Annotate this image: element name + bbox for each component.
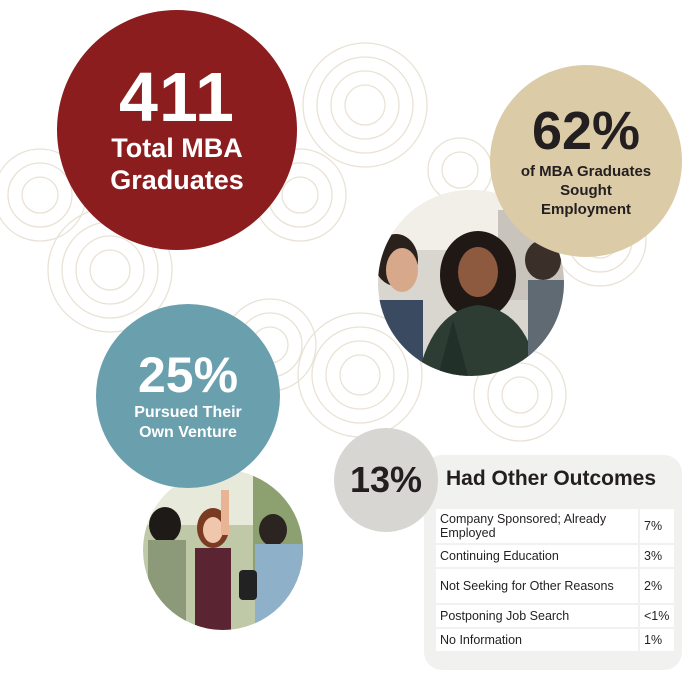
- row-value: 2%: [638, 569, 674, 603]
- total-graduates-circle: [57, 10, 297, 250]
- other-outcomes-number: 13%: [349, 459, 423, 500]
- own-venture-label-2: Own Venture: [139, 424, 237, 441]
- total-graduates-label-2: Graduates: [110, 165, 244, 195]
- row-value: 1%: [638, 629, 674, 651]
- sought-employment-number: 62%: [531, 100, 641, 161]
- row-value: 3%: [638, 545, 674, 567]
- sought-employment-label-3: Employment: [540, 200, 631, 218]
- row-label: Continuing Education: [436, 545, 638, 567]
- row-label: Not Seeking for Other Reasons: [436, 569, 638, 603]
- total-graduates-number: 411: [119, 58, 235, 136]
- sought-employment-label-1: of MBA Graduates: [520, 162, 652, 180]
- row-value: <1%: [638, 605, 674, 627]
- table-row: [436, 569, 674, 603]
- table-row: [436, 509, 674, 543]
- row-value: 7%: [638, 509, 674, 543]
- other-outcomes-panel: [424, 455, 682, 670]
- photo-students-celebrating: [143, 470, 303, 630]
- row-label: Postponing Job Search: [436, 605, 638, 627]
- table-row: [436, 629, 674, 651]
- own-venture-number: 25%: [137, 347, 239, 403]
- other-outcomes-circle: [334, 428, 438, 532]
- own-venture-circle: [96, 304, 280, 488]
- sought-employment-label-2: Sought: [560, 181, 612, 199]
- other-outcomes-table: [436, 507, 674, 653]
- total-graduates-label-1: Total MBA: [111, 133, 243, 163]
- table-row: [436, 605, 674, 627]
- sought-employment-circle: [490, 65, 682, 257]
- own-venture-label-1: Pursued Their: [134, 404, 242, 421]
- row-label: Company Sponsored; Already Employed: [436, 509, 638, 543]
- row-label: No Information: [436, 629, 638, 651]
- other-outcomes-title: Had Other Outcomes: [446, 467, 657, 490]
- table-row: [436, 545, 674, 567]
